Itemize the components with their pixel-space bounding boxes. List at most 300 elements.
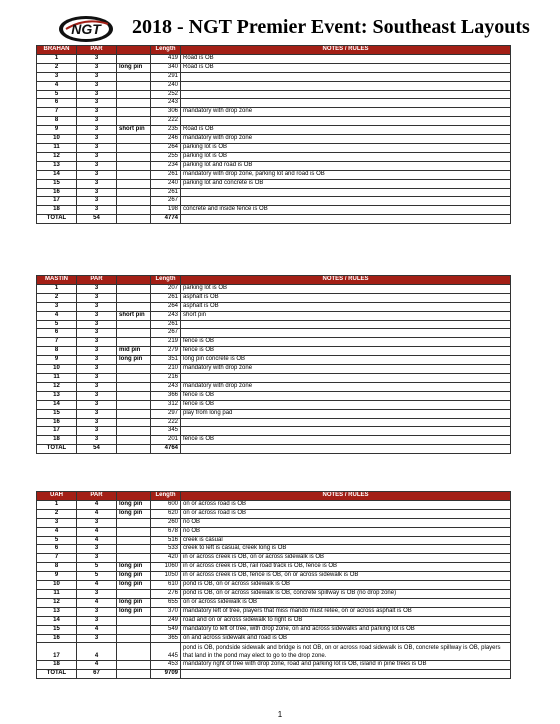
hole-length: 234 <box>151 161 181 170</box>
total-par: 54 <box>77 215 117 224</box>
hole-length: 600 <box>151 500 181 509</box>
hole-notes: play from long pad <box>181 409 511 418</box>
total-length: 9709 <box>151 670 181 679</box>
hole-length: 261 <box>151 170 181 179</box>
hole-number: 4 <box>37 311 77 320</box>
hole-par: 3 <box>77 373 117 382</box>
hole-row <box>37 436 511 445</box>
hole-pin <box>117 616 151 625</box>
hole-notes <box>181 418 511 427</box>
hole-pin: long pin <box>117 572 151 581</box>
hole-number: 17 <box>37 427 77 436</box>
hole-notes: parking lot is OB <box>181 284 511 293</box>
hole-par: 4 <box>77 509 117 518</box>
hole-row <box>37 616 511 625</box>
total-notes <box>181 670 511 679</box>
hole-number: 11 <box>37 373 77 382</box>
hole-pin <box>117 161 151 170</box>
hole-notes <box>181 72 511 81</box>
hole-notes: on or across sidewalk is OB <box>181 598 511 607</box>
hole-row <box>37 572 511 581</box>
hole-row <box>37 373 511 382</box>
hole-notes: in or across creek is OB, rail road track is OB, fence is OB <box>181 563 511 572</box>
hole-length: 219 <box>151 338 181 347</box>
hole-row <box>37 427 511 436</box>
hole-length: 264 <box>151 302 181 311</box>
hole-notes: no OB <box>181 518 511 527</box>
hole-par: 3 <box>77 329 117 338</box>
hole-length: 240 <box>151 179 181 188</box>
hole-number: 8 <box>37 117 77 126</box>
hole-par: 3 <box>77 179 117 188</box>
hole-notes: mandatory with drop zone <box>181 108 511 117</box>
hole-number: 15 <box>37 179 77 188</box>
hole-length: 1050 <box>151 572 181 581</box>
hole-par: 3 <box>77 143 117 152</box>
hole-notes: fence is OB <box>181 347 511 356</box>
hole-par: 3 <box>77 518 117 527</box>
hole-length: 216 <box>151 373 181 382</box>
hole-row <box>37 99 511 108</box>
total-label: TOTAL <box>37 670 77 679</box>
hole-par: 3 <box>77 152 117 161</box>
hole-par: 3 <box>77 311 117 320</box>
hole-number: 11 <box>37 589 77 598</box>
hole-par: 3 <box>77 72 117 81</box>
length-header: Length <box>151 492 181 501</box>
hole-pin <box>117 391 151 400</box>
hole-notes: pond is OB, pondside sidewalk and bridge is not OB, on or across road sidewalk is OB, concrete spillway is OB, players that land in the pond may elect to go to the drop zone. <box>181 643 511 661</box>
hole-length: 261 <box>151 320 181 329</box>
page-title: 2018 - NGT Premier Event: Southeast Layouts <box>132 16 530 38</box>
hole-notes <box>181 427 511 436</box>
length-header: Length <box>151 276 181 285</box>
hole-number: 6 <box>37 99 77 108</box>
hole-notes: long pin concrete is OB <box>181 356 511 365</box>
notes-header: NOTES / RULES <box>181 276 511 285</box>
hole-row <box>37 338 511 347</box>
par-header: PAR <box>77 276 117 285</box>
hole-pin <box>117 72 151 81</box>
hole-length: 678 <box>151 527 181 536</box>
hole-length: 235 <box>151 126 181 135</box>
hole-length: 366 <box>151 391 181 400</box>
hole-number: 5 <box>37 536 77 545</box>
hole-number: 16 <box>37 418 77 427</box>
hole-pin: mid pin <box>117 347 151 356</box>
hole-par: 3 <box>77 302 117 311</box>
hole-number: 4 <box>37 527 77 536</box>
total-row <box>37 445 511 454</box>
hole-par: 3 <box>77 188 117 197</box>
hole-number: 15 <box>37 625 77 634</box>
hole-pin <box>117 197 151 206</box>
hole-notes: concrete and inside fence is OB <box>181 206 511 215</box>
hole-pin <box>117 436 151 445</box>
hole-number: 12 <box>37 382 77 391</box>
pin-header <box>117 46 151 55</box>
total-row <box>37 215 511 224</box>
hole-pin <box>117 427 151 436</box>
total-row <box>37 670 511 679</box>
course-name-header: BRAHAN <box>37 46 77 55</box>
hole-notes: Road is OB <box>181 63 511 72</box>
hole-par: 3 <box>77 400 117 409</box>
hole-par: 3 <box>77 356 117 365</box>
hole-row <box>37 302 511 311</box>
par-header: PAR <box>77 46 117 55</box>
hole-number: 15 <box>37 409 77 418</box>
hole-pin: short pin <box>117 126 151 135</box>
hole-pin <box>117 643 151 661</box>
hole-par: 3 <box>77 554 117 563</box>
hole-par: 3 <box>77 545 117 554</box>
hole-row <box>37 634 511 643</box>
hole-notes: on or across road is OB <box>181 500 511 509</box>
hole-number: 1 <box>37 500 77 509</box>
hole-row <box>37 356 511 365</box>
hole-pin <box>117 320 151 329</box>
hole-pin <box>117 589 151 598</box>
hole-pin <box>117 536 151 545</box>
hole-length: 340 <box>151 63 181 72</box>
hole-row <box>37 63 511 72</box>
ngt-logo <box>58 15 114 43</box>
hole-row <box>37 598 511 607</box>
hole-number: 9 <box>37 126 77 135</box>
hole-number: 13 <box>37 391 77 400</box>
hole-par: 3 <box>77 616 117 625</box>
hole-notes <box>181 117 511 126</box>
hole-par: 3 <box>77 293 117 302</box>
hole-notes: asphalt is OB <box>181 293 511 302</box>
hole-length: 276 <box>151 589 181 598</box>
hole-pin: long pin <box>117 607 151 616</box>
hole-pin <box>117 99 151 108</box>
hole-number: 6 <box>37 329 77 338</box>
hole-notes: creek is casual <box>181 536 511 545</box>
total-notes <box>181 445 511 454</box>
hole-par: 3 <box>77 418 117 427</box>
hole-number: 18 <box>37 206 77 215</box>
hole-par: 4 <box>77 581 117 590</box>
hole-par: 3 <box>77 170 117 179</box>
hole-par: 3 <box>77 320 117 329</box>
hole-length: 1060 <box>151 563 181 572</box>
course-name-header: UAH <box>37 492 77 501</box>
hole-number: 2 <box>37 63 77 72</box>
hole-length: 365 <box>151 634 181 643</box>
logo-text: NGT <box>71 21 101 37</box>
hole-number: 1 <box>37 54 77 63</box>
hole-par: 3 <box>77 427 117 436</box>
hole-row <box>37 554 511 563</box>
hole-notes <box>181 197 511 206</box>
hole-par: 3 <box>77 54 117 63</box>
hole-number: 17 <box>37 197 77 206</box>
hole-par: 3 <box>77 126 117 135</box>
hole-notes <box>181 90 511 99</box>
hole-pin <box>117 54 151 63</box>
hole-row <box>37 188 511 197</box>
hole-row <box>37 589 511 598</box>
total-pin <box>117 670 151 679</box>
hole-length: 655 <box>151 598 181 607</box>
hole-row <box>37 152 511 161</box>
hole-par: 3 <box>77 108 117 117</box>
hole-number: 7 <box>37 338 77 347</box>
hole-number: 8 <box>37 347 77 356</box>
hole-length: 243 <box>151 99 181 108</box>
hole-pin <box>117 365 151 374</box>
hole-pin <box>117 206 151 215</box>
hole-row <box>37 161 511 170</box>
hole-row <box>37 527 511 536</box>
hole-notes: on and across sidewalk and road is OB <box>181 634 511 643</box>
hole-length: 453 <box>151 661 181 670</box>
hole-number: 10 <box>37 581 77 590</box>
hole-pin: short pin <box>117 311 151 320</box>
hole-length: 297 <box>151 409 181 418</box>
hole-number: 12 <box>37 152 77 161</box>
hole-notes: mandatory with drop zone <box>181 365 511 374</box>
hole-row <box>37 509 511 518</box>
hole-length: 420 <box>151 554 181 563</box>
hole-notes: pond is OB, on or across sidewalk is OB, concrete spillway is OB (no drop zone) <box>181 589 511 598</box>
hole-number: 8 <box>37 563 77 572</box>
hole-length: 267 <box>151 329 181 338</box>
hole-number: 16 <box>37 634 77 643</box>
hole-pin <box>117 81 151 90</box>
hole-number: 12 <box>37 598 77 607</box>
hole-row <box>37 347 511 356</box>
hole-pin <box>117 293 151 302</box>
hole-length: 222 <box>151 418 181 427</box>
hole-par: 4 <box>77 527 117 536</box>
hole-pin <box>117 90 151 99</box>
hole-notes: mandatory left of tree, players that miss mando must retee, on or across asphalt is OB <box>181 607 511 616</box>
hole-row <box>37 365 511 374</box>
notes-header: NOTES / RULES <box>181 46 511 55</box>
hole-notes <box>181 329 511 338</box>
hole-length: 198 <box>151 206 181 215</box>
hole-par: 3 <box>77 634 117 643</box>
hole-pin <box>117 554 151 563</box>
hole-length: 222 <box>151 117 181 126</box>
total-par: 67 <box>77 670 117 679</box>
total-pin <box>117 215 151 224</box>
hole-pin <box>117 143 151 152</box>
hole-number: 2 <box>37 509 77 518</box>
hole-number: 18 <box>37 661 77 670</box>
hole-par: 4 <box>77 643 117 661</box>
hole-par: 3 <box>77 365 117 374</box>
hole-length: 351 <box>151 356 181 365</box>
hole-pin <box>117 188 151 197</box>
hole-row <box>37 382 511 391</box>
hole-notes: parking lot is OB <box>181 152 511 161</box>
hole-par: 4 <box>77 536 117 545</box>
hole-par: 5 <box>77 563 117 572</box>
hole-pin <box>117 108 151 117</box>
total-pin <box>117 445 151 454</box>
hole-row <box>37 284 511 293</box>
hole-notes: mandatory with drop zone, parking lot and road is OB <box>181 170 511 179</box>
hole-length: 291 <box>151 72 181 81</box>
hole-row <box>37 206 511 215</box>
hole-row <box>37 117 511 126</box>
pin-header <box>117 492 151 501</box>
hole-par: 4 <box>77 661 117 670</box>
hole-par: 3 <box>77 391 117 400</box>
hole-pin <box>117 284 151 293</box>
hole-number: 2 <box>37 293 77 302</box>
hole-row <box>37 72 511 81</box>
hole-row <box>37 329 511 338</box>
hole-par: 3 <box>77 382 117 391</box>
hole-pin: long pin <box>117 63 151 72</box>
hole-pin <box>117 418 151 427</box>
hole-length: 445 <box>151 643 181 661</box>
hole-pin <box>117 170 151 179</box>
hole-length: 279 <box>151 347 181 356</box>
hole-row <box>37 545 511 554</box>
hole-pin <box>117 373 151 382</box>
hole-number: 9 <box>37 572 77 581</box>
hole-number: 13 <box>37 161 77 170</box>
hole-number: 16 <box>37 188 77 197</box>
hole-pin: long pin <box>117 563 151 572</box>
hole-row <box>37 607 511 616</box>
hole-notes: pond is OB, on or across sidewalk is OB <box>181 581 511 590</box>
hole-length: 312 <box>151 400 181 409</box>
hole-row <box>37 400 511 409</box>
hole-length: 201 <box>151 436 181 445</box>
hole-row <box>37 500 511 509</box>
hole-par: 3 <box>77 436 117 445</box>
hole-pin <box>117 302 151 311</box>
hole-par: 4 <box>77 598 117 607</box>
hole-pin <box>117 382 151 391</box>
hole-number: 4 <box>37 81 77 90</box>
hole-number: 14 <box>37 400 77 409</box>
hole-row <box>37 126 511 135</box>
course-table-brahan <box>36 45 511 224</box>
hole-notes: Road is OB <box>181 54 511 63</box>
hole-pin: long pin <box>117 356 151 365</box>
hole-par: 3 <box>77 135 117 144</box>
hole-pin <box>117 545 151 554</box>
hole-number: 10 <box>37 365 77 374</box>
hole-length: 267 <box>151 197 181 206</box>
hole-par: 3 <box>77 206 117 215</box>
hole-length: 255 <box>151 152 181 161</box>
hole-notes: mandatory right of tree with drop zone, road and parking lot is OB, island in pine trees is OB <box>181 661 511 670</box>
hole-row <box>37 563 511 572</box>
hole-number: 9 <box>37 356 77 365</box>
hole-number: 14 <box>37 616 77 625</box>
hole-notes: asphalt is OB <box>181 302 511 311</box>
hole-number: 13 <box>37 607 77 616</box>
hole-row <box>37 54 511 63</box>
hole-row <box>37 197 511 206</box>
hole-length: 610 <box>151 581 181 590</box>
hole-notes: fence is OB <box>181 436 511 445</box>
hole-par: 3 <box>77 99 117 108</box>
hole-length: 243 <box>151 311 181 320</box>
hole-par: 3 <box>77 589 117 598</box>
hole-par: 3 <box>77 63 117 72</box>
hole-row <box>37 625 511 634</box>
hole-pin <box>117 518 151 527</box>
hole-length: 249 <box>151 616 181 625</box>
hole-pin <box>117 179 151 188</box>
total-label: TOTAL <box>37 445 77 454</box>
hole-pin <box>117 135 151 144</box>
hole-notes: on or across road is OB <box>181 509 511 518</box>
hole-pin <box>117 329 151 338</box>
hole-pin: long pin <box>117 500 151 509</box>
hole-row <box>37 391 511 400</box>
hole-par: 3 <box>77 607 117 616</box>
total-length: 4774 <box>151 215 181 224</box>
length-header: Length <box>151 46 181 55</box>
hole-notes: fence is OB <box>181 338 511 347</box>
hole-length: 370 <box>151 607 181 616</box>
hole-par: 3 <box>77 284 117 293</box>
hole-notes: parking lot and concrete is OB <box>181 179 511 188</box>
hole-row <box>37 108 511 117</box>
hole-notes: mandatory with drop zone <box>181 135 511 144</box>
hole-number: 5 <box>37 320 77 329</box>
hole-par: 3 <box>77 161 117 170</box>
hole-notes: fence is OB <box>181 400 511 409</box>
hole-notes: road and on or across sidewalk to right is OB <box>181 616 511 625</box>
hole-number: 7 <box>37 554 77 563</box>
hole-notes <box>181 320 511 329</box>
total-length: 4764 <box>151 445 181 454</box>
hole-pin: long pin <box>117 509 151 518</box>
hole-pin <box>117 409 151 418</box>
hole-pin <box>117 661 151 670</box>
hole-row <box>37 170 511 179</box>
hole-notes: mandatory with drop zone <box>181 382 511 391</box>
hole-notes: parking lot is OB <box>181 143 511 152</box>
hole-number: 18 <box>37 436 77 445</box>
hole-par: 3 <box>77 338 117 347</box>
hole-pin <box>117 634 151 643</box>
course-table-mastin <box>36 275 511 454</box>
pin-header <box>117 276 151 285</box>
hole-notes: in or across creek is OB, on or across sidewalk is OB <box>181 554 511 563</box>
hole-notes <box>181 99 511 108</box>
course-table-uah <box>36 491 511 679</box>
hole-pin <box>117 625 151 634</box>
hole-par: 3 <box>77 409 117 418</box>
hole-row <box>37 409 511 418</box>
hole-row <box>37 536 511 545</box>
hole-par: 3 <box>77 197 117 206</box>
hole-notes: in or across creek is OB, fence is OB, on or across sidewalk is OB <box>181 572 511 581</box>
hole-notes: parking lot and road is OB <box>181 161 511 170</box>
hole-length: 207 <box>151 284 181 293</box>
total-label: TOTAL <box>37 215 77 224</box>
hole-length: 264 <box>151 143 181 152</box>
hole-row <box>37 661 511 670</box>
hole-notes: short pin <box>181 311 511 320</box>
hole-par: 4 <box>77 500 117 509</box>
hole-row <box>37 293 511 302</box>
